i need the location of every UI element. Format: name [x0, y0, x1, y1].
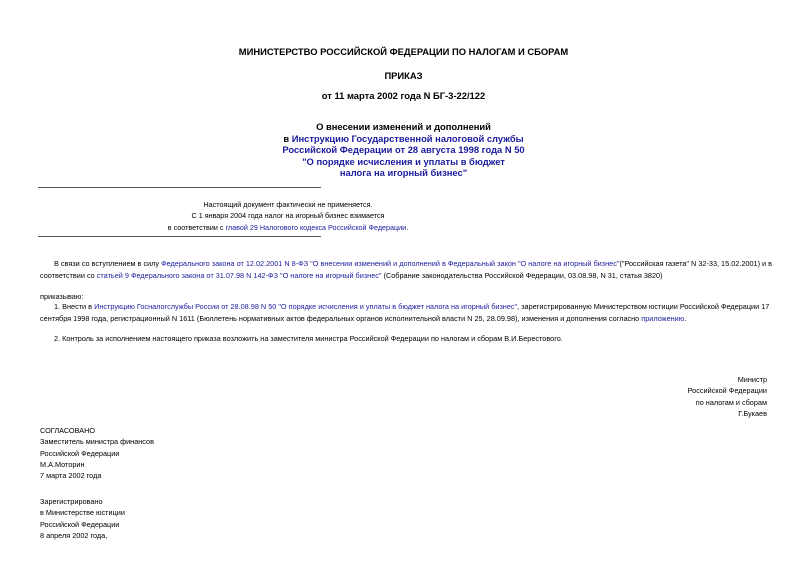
instruction-link-line-4[interactable]: "О порядке исчисления и уплаты в бюджет: [302, 155, 505, 167]
divider-top: [38, 187, 321, 188]
document-date-number: от 11 марта 2002 года N БГ-3-22/122: [321, 90, 486, 101]
item1-line-1: [40, 301, 775, 313]
article-9-link[interactable]: статьей 9 Федерального закона от 31.07.98 N 142-ФЗ "О налоге на игорный бизнес": [96, 271, 382, 280]
agreed-line-1: СОГЛАСОВАНО: [40, 426, 96, 435]
signature-line-2: Российской Федерации: [687, 386, 767, 396]
preamble-line-2: [40, 270, 770, 282]
registered-line-2: в Министерстве юстиции: [40, 508, 125, 518]
gnc-instruction-link[interactable]: Инструкцию Госналогслужбы России от 28.08.98 N 50 "О порядке исчисления и уплаты в бюджет налога на игорный бизнес": [94, 302, 518, 311]
notice-prefix: в соответствии с: [167, 222, 226, 232]
preamble-paragraph: [40, 258, 773, 282]
notice-line-3: [38, 222, 538, 233]
notice-line-2: С 1 января 2004 года налог на игорный бизнес взимается: [191, 211, 385, 221]
preamble-text-4: (Собрание законодательства Российской Федерации, 03.08.98, N 31, статья 3820): [381, 271, 663, 280]
agreed-line-4: М.А.Моторин: [40, 459, 85, 469]
applicability-notice: [38, 199, 538, 233]
order-item-2: 2. Контроль за исполнением настоящего приказа возложить на заместителя министра Российской Федерации по налогам и сборам В.И.Берестового.: [54, 334, 563, 343]
registered-line-3: Российской Федерации: [40, 519, 120, 529]
federal-law-8fz-link[interactable]: Федерального закона от 12.02.2001 N 8-ФЗ "О внесении изменений и дополнений в Федеральный закон "О налоге на игорный бизнес": [161, 259, 620, 268]
preamble-text-2: ("Российская газета" N 32-33, 15.02.2001) и в: [619, 259, 773, 268]
instruction-link-line-3[interactable]: Российской Федерации от 28 августа 1998 года N 50: [282, 144, 525, 156]
signature-line-4: Г.Букаев: [738, 408, 767, 418]
appendix-link[interactable]: приложению: [641, 314, 685, 323]
heading-line-1: О внесении изменений и дополнений: [316, 121, 491, 132]
tax-code-link[interactable]: главой 29 Налогового кодекса Российской Федерации: [225, 222, 407, 232]
agreed-block: [40, 425, 154, 481]
document-heading: [0, 121, 807, 179]
item1-line-2: [40, 313, 775, 325]
notice-line-1: Настоящий документ фактически не применяется.: [203, 200, 373, 209]
instruction-link-line-5[interactable]: налога на игорный бизнес": [339, 167, 468, 179]
agreed-line-3: Российской Федерации: [40, 448, 120, 458]
agreed-line-2: Заместитель министра финансов: [40, 437, 154, 447]
ministry-title: МИНИСТЕРСТВО РОССИЙСКОЙ ФЕДЕРАЦИИ ПО НАЛОГАМ И СБОРАМ: [238, 46, 569, 57]
item1-text-4: .: [684, 314, 687, 323]
agreed-line-5: 7 марта 2002 года: [40, 471, 102, 481]
signature-line-1: Министр: [737, 375, 767, 384]
signature-line-3: по налогам и сборам: [695, 397, 767, 407]
instruction-link[interactable]: Инструкцию Государственной налоговой службы: [291, 132, 524, 144]
registered-line-1: Зарегистрировано: [40, 497, 103, 506]
registration-block: [40, 496, 125, 541]
divider-bottom: [38, 236, 321, 237]
preamble-text-3: соответствии со: [40, 271, 97, 280]
item1-text-3: сентября 1998 года, регистрационный N 1611 (Бюллетень нормативных актов федеральных органов исполнительной власти N 25, 28.09.98), изменения и дополнения согласно: [40, 314, 642, 323]
order-word: приказываю:: [40, 292, 84, 301]
preamble-text-1: В связи со вступлением в силу: [54, 259, 162, 268]
item1-text-1: 1. Внести в: [54, 302, 95, 311]
registered-line-4: 8 апреля 2002 года,: [40, 530, 108, 540]
notice-suffix: .: [406, 222, 409, 232]
item1-text-2: , зарегистрированную Министерством юстиции Российской Федерации 17: [517, 302, 770, 311]
heading-prefix: в: [283, 132, 292, 144]
preamble-line-1: [40, 258, 773, 270]
document-type: ПРИКАЗ: [384, 70, 423, 81]
heading-line-2: [0, 133, 807, 145]
order-item-1: [40, 301, 775, 325]
minister-signature: [688, 374, 767, 419]
